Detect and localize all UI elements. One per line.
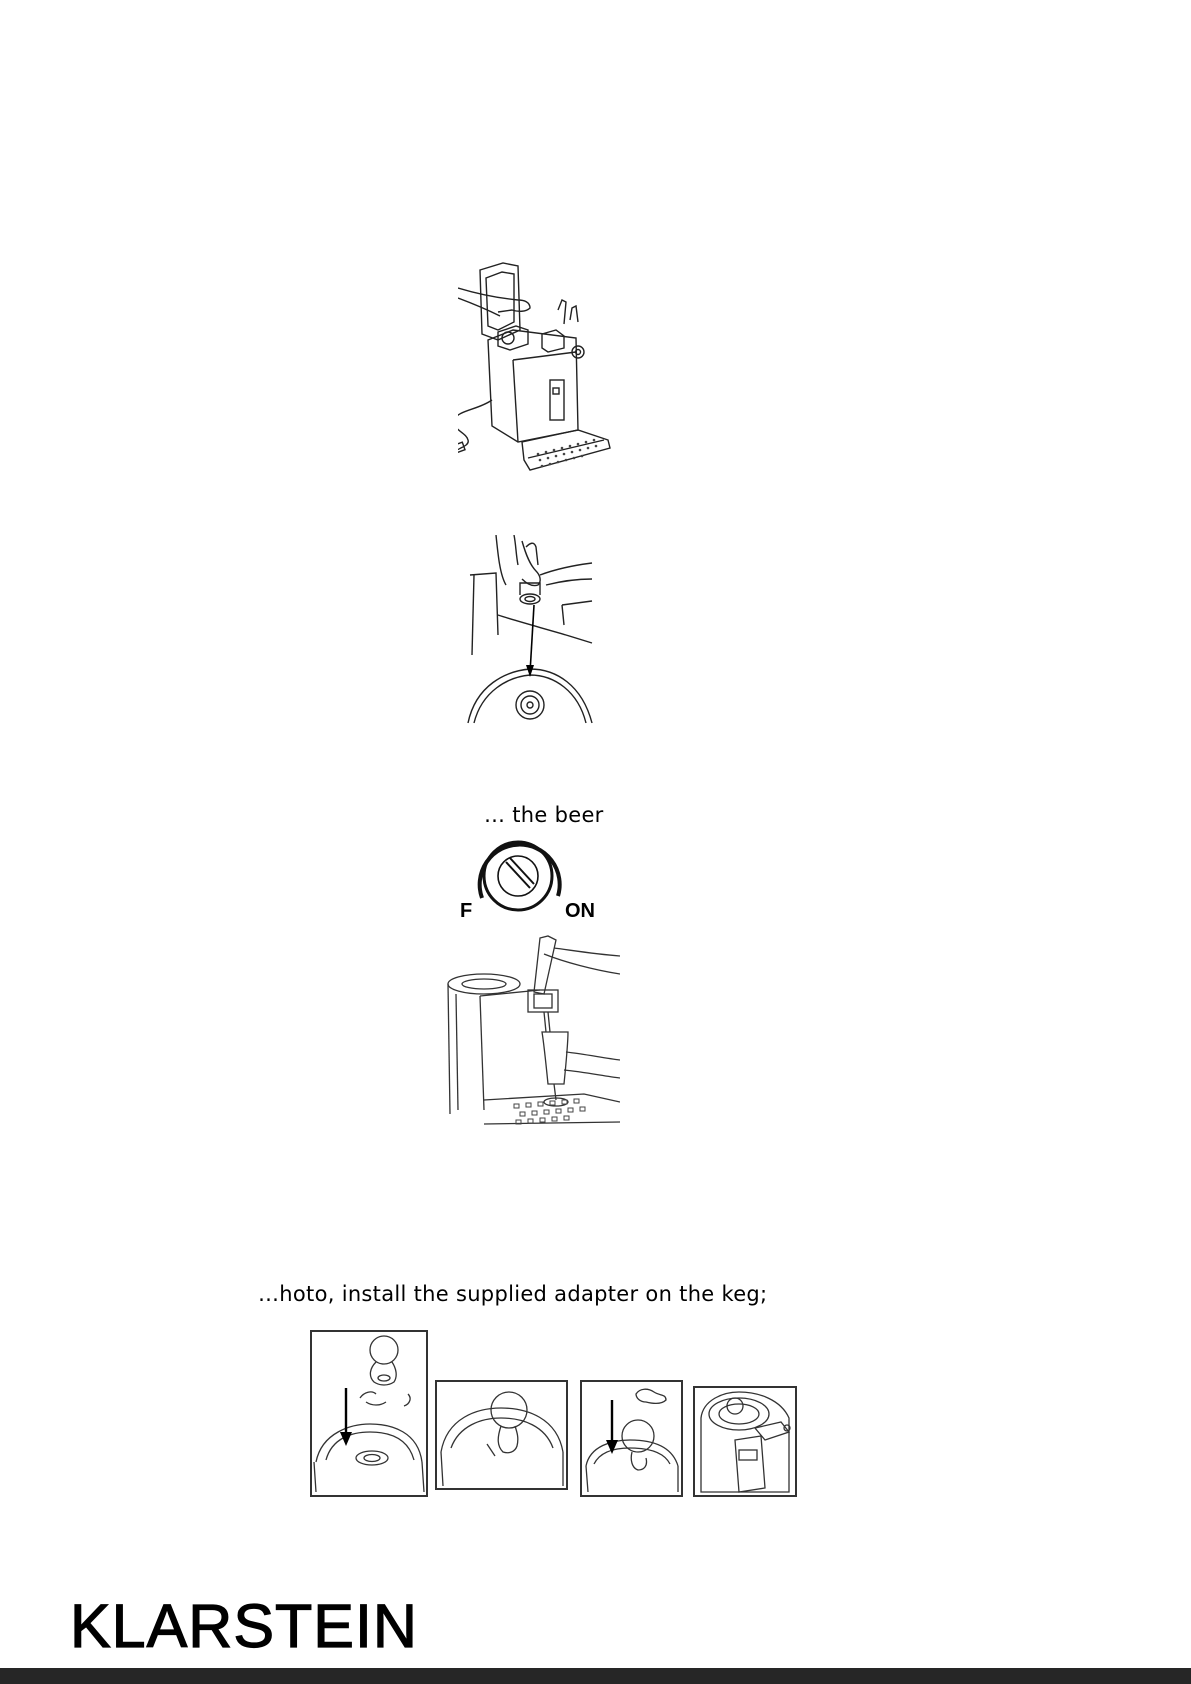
footer-bar: [0, 1668, 1191, 1684]
adapter-step-1-figure: [310, 1330, 428, 1497]
pouring-beer-figure: [444, 934, 620, 1128]
adapter-step-2-figure: [435, 1380, 568, 1490]
keg-connector-figure: [466, 535, 596, 727]
pour-instruction-fragment: … the beer: [484, 803, 604, 827]
adapter-instruction-fragment: …hoto, install the supplied adapter on the keg;: [258, 1282, 768, 1306]
adapter-step-3-figure: [580, 1380, 683, 1497]
appliance-open-figure: [458, 260, 618, 482]
dial-off-label: F: [460, 900, 473, 922]
brand-logo: KLARSTEIN: [70, 1592, 418, 1660]
adapter-step-4-figure: [693, 1386, 797, 1497]
dial-on-label: ON: [565, 900, 595, 922]
